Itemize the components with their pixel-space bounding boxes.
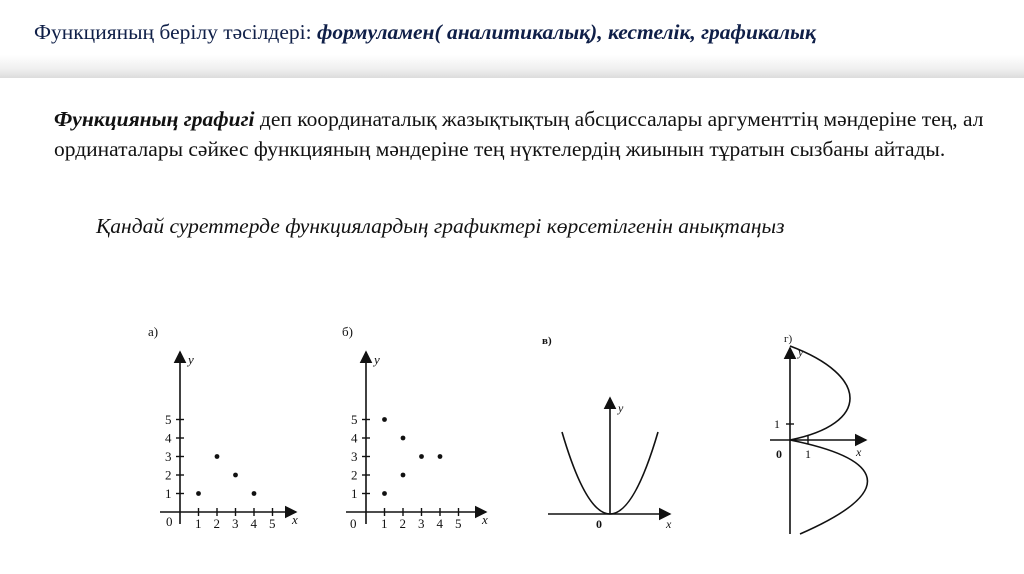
slide-title bbox=[34, 20, 816, 45]
y-tick-label: 1 bbox=[351, 486, 358, 501]
data-point bbox=[252, 491, 257, 496]
x-tick-label: 5 bbox=[455, 516, 462, 531]
panel-label-c: в) bbox=[542, 335, 552, 347]
x-tick-label: 4 bbox=[250, 516, 257, 531]
definition-paragraph bbox=[54, 104, 994, 164]
origin-label-b: 0 bbox=[350, 516, 357, 531]
origin-label-c: 0 bbox=[596, 517, 602, 531]
data-point bbox=[215, 454, 220, 459]
x-axis-label-b: x bbox=[482, 512, 488, 527]
x-tick-label-d: 1 bbox=[805, 447, 811, 461]
origin-label-a: 0 bbox=[166, 514, 173, 529]
y-tick-label: 2 bbox=[165, 467, 172, 483]
graph-a bbox=[140, 318, 310, 548]
data-point bbox=[401, 473, 406, 478]
y-tick-label: 5 bbox=[165, 412, 172, 427]
panel-label-d: г) bbox=[784, 333, 793, 345]
y-tick-label: 5 bbox=[351, 412, 358, 427]
definition-text: деп координаталық жазықтықтың абсциссалары аргументтің мәндеріне тең, ал ординаталары сәйкес функцияның мәндеріне тең нүктелердің жиынын тұратын сызбаны айтады. bbox=[54, 107, 984, 161]
data-point bbox=[382, 491, 387, 496]
x-tick-label: 2 bbox=[213, 516, 220, 531]
graph-c bbox=[538, 328, 688, 538]
data-point bbox=[438, 454, 443, 459]
x-axis-label-c: x bbox=[666, 517, 672, 531]
x-tick-label: 3 bbox=[418, 516, 425, 531]
y-tick-label: 3 bbox=[165, 449, 172, 464]
x-tick-label: 1 bbox=[195, 516, 202, 531]
graph-d bbox=[760, 326, 880, 540]
y-tick-label: 4 bbox=[351, 430, 358, 446]
y-tick-label-d: 1 bbox=[774, 417, 780, 431]
panel-label-a: а) bbox=[148, 324, 159, 339]
origin-label-d: 0 bbox=[776, 447, 782, 461]
title-plain-text: Функцияның берілу тәсілдері: bbox=[34, 20, 317, 44]
data-point bbox=[401, 436, 406, 441]
y-tick-label: 2 bbox=[351, 467, 358, 483]
data-point bbox=[196, 491, 201, 496]
y-axis-label-d: y bbox=[798, 345, 804, 359]
x-axis-label-a: x bbox=[292, 512, 298, 527]
y-tick-label: 1 bbox=[165, 486, 172, 501]
x-tick-label: 3 bbox=[232, 516, 239, 531]
x-tick-label: 4 bbox=[436, 516, 443, 531]
graph-b bbox=[330, 318, 500, 548]
data-point bbox=[382, 417, 387, 422]
data-point bbox=[233, 473, 238, 478]
x-axis-label-d: x bbox=[856, 445, 862, 459]
y-axis-label-c: y bbox=[618, 401, 624, 415]
x-tick-label: 5 bbox=[269, 516, 276, 531]
title-emphasis-text: формуламен( аналитикалық), кестелік, графикалық bbox=[316, 20, 816, 44]
x-tick-label: 1 bbox=[381, 516, 388, 531]
data-point bbox=[419, 454, 424, 459]
y-tick-label: 3 bbox=[351, 449, 358, 464]
y-axis-label-b: y bbox=[374, 352, 380, 367]
x-tick-label: 2 bbox=[399, 516, 406, 531]
y-tick-label: 4 bbox=[165, 430, 172, 446]
question-text: Қандай суреттерде функциялардың графиктері көрсетілгенін анықтаңыз bbox=[96, 214, 785, 238]
panel-label-b: б) bbox=[342, 324, 353, 339]
y-axis-label-a: y bbox=[188, 352, 194, 367]
definition-term: Функцияның графигі bbox=[54, 107, 255, 131]
